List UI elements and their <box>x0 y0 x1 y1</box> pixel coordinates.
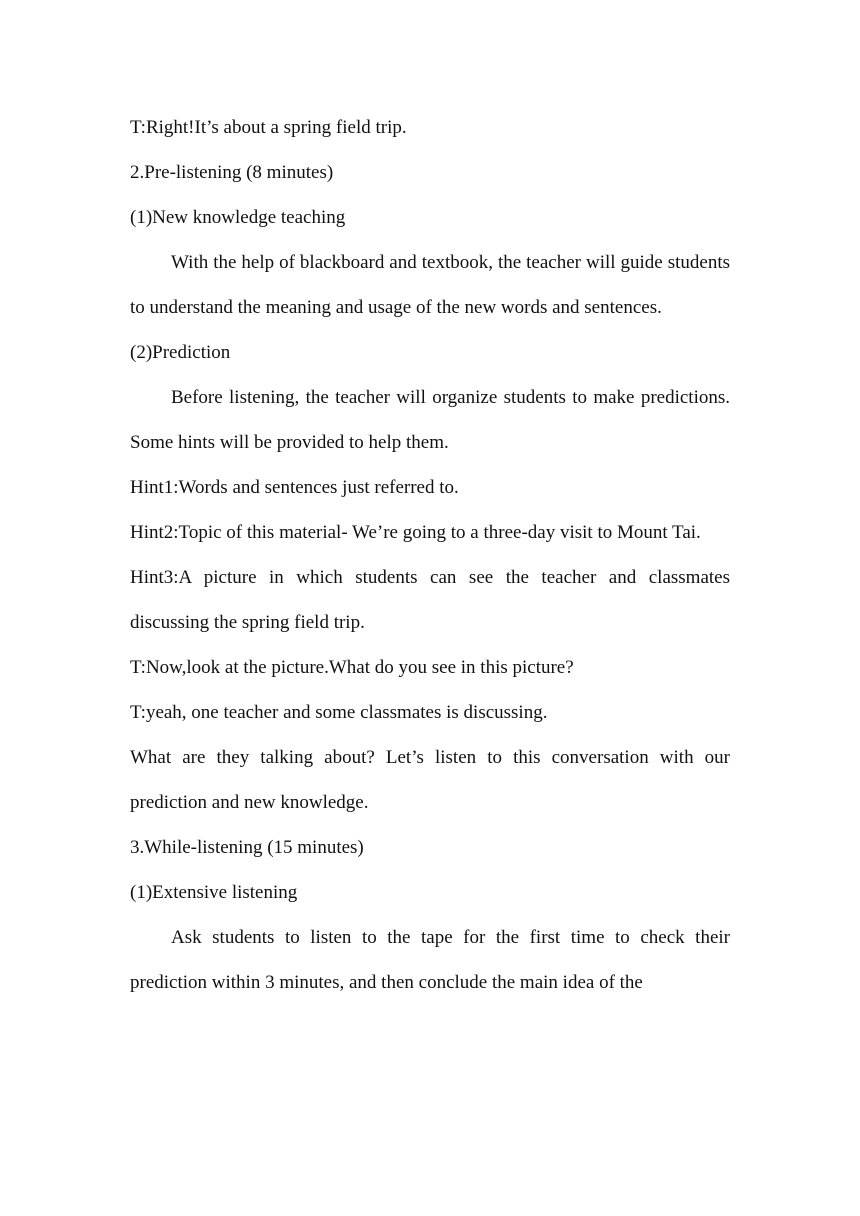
document-page <box>130 105 730 1005</box>
teacher-line-now: T:Now,look at the picture.What do you see in this picture? <box>130 657 574 678</box>
hint-2: Hint2:Topic of this material- We’re going to a three-day visit to Mount Tai. <box>130 522 701 543</box>
paragraph-what-talking: What are they talking about? Let’s listen to this conversation with our prediction and new knowledge. <box>130 747 730 813</box>
paragraph-new-knowledge: With the help of blackboard and textbook, the teacher will guide students to understand the meaning and usage of the new words and sentences. <box>130 252 730 318</box>
hint-1: Hint1:Words and sentences just referred to. <box>130 477 459 498</box>
hint-3: Hint3:A picture in which students can see the teacher and classmates discussing the spring field trip. <box>130 567 730 633</box>
subsection-extensive-heading: (1)Extensive listening <box>130 882 298 903</box>
teacher-line-yeah: T:yeah, one teacher and some classmates is discussing. <box>130 702 548 723</box>
section-pre-listening-heading: 2.Pre-listening (8 minutes) <box>130 162 334 183</box>
teacher-line-right: T:Right!It’s about a spring field trip. <box>130 117 407 138</box>
paragraph-prediction: Before listening, the teacher will organize students to make predictions. Some hints will be provided to help them. <box>130 387 730 453</box>
subsection-new-knowledge-heading: (1)New knowledge teaching <box>130 207 346 228</box>
paragraph-extensive: Ask students to listen to the tape for the first time to check their prediction within 3 minutes, and then conclude the main idea of the <box>130 927 730 993</box>
section-while-listening-heading: 3.While-listening (15 minutes) <box>130 837 364 858</box>
subsection-prediction-heading: (2)Prediction <box>130 342 231 363</box>
